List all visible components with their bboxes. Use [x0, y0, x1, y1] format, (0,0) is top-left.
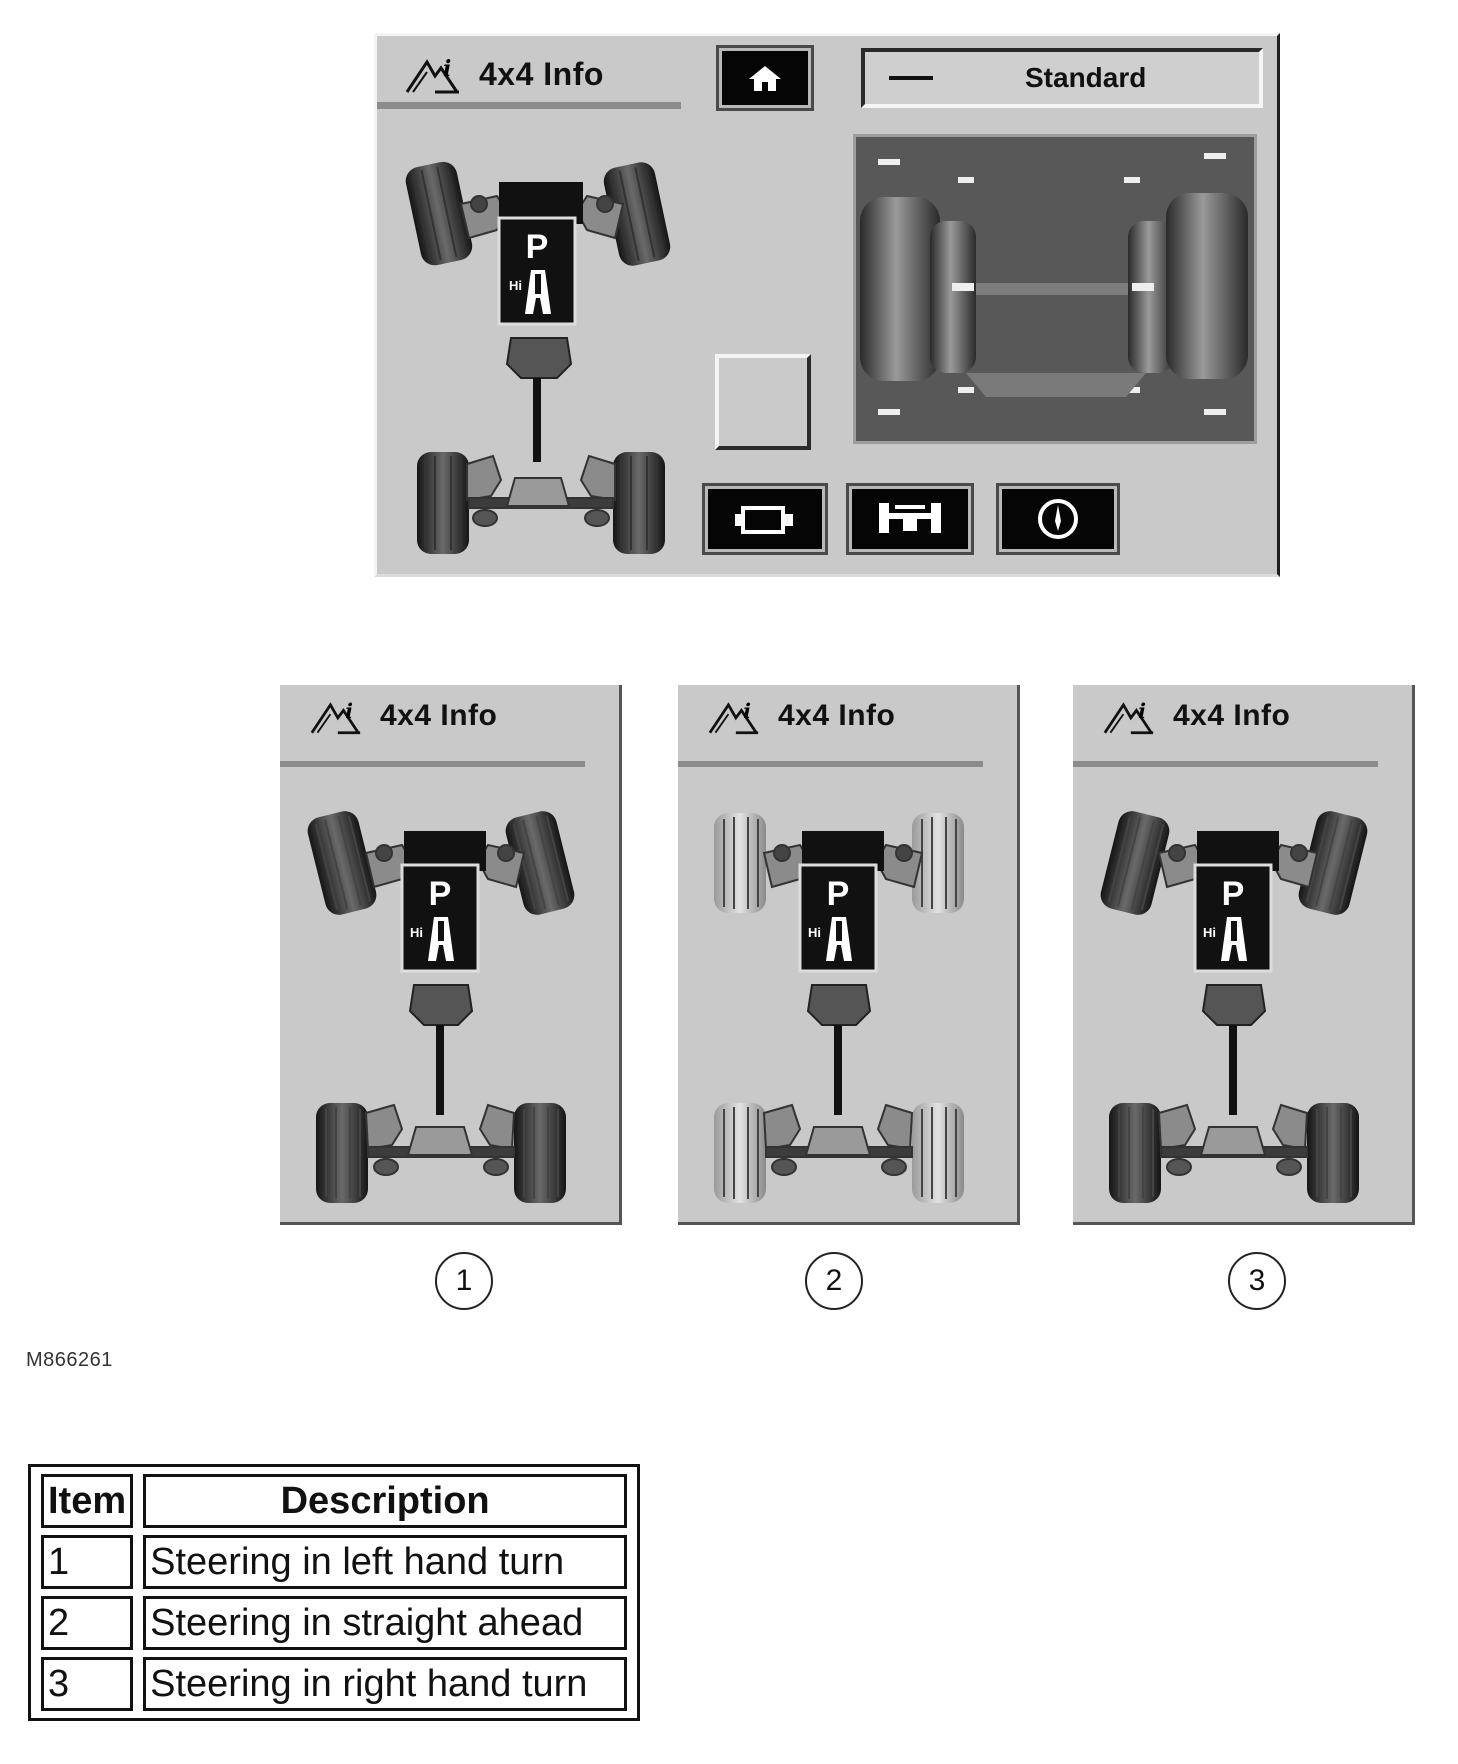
- terrain-mode-selector[interactable]: [861, 48, 1263, 108]
- svg-text:i: i: [443, 56, 452, 82]
- terrain-info-icon: [708, 697, 760, 735]
- status-box: [715, 354, 811, 450]
- engine-button[interactable]: [705, 486, 825, 552]
- svg-text:i: i: [743, 698, 752, 723]
- rear-left-wheel: [714, 1103, 766, 1203]
- propshaft: [436, 1025, 444, 1115]
- drivetrain-diagram: [698, 793, 988, 1218]
- drive-mode-display: [499, 218, 575, 324]
- rear-left-wheel: [316, 1103, 368, 1203]
- compass-icon: [1036, 497, 1080, 541]
- table-row: [41, 1596, 627, 1650]
- articulation-graphic: [856, 137, 1254, 441]
- rear-left-wheel: [417, 452, 469, 554]
- drivetrain-diagram: [300, 793, 590, 1218]
- column-header-item: Item: [41, 1474, 133, 1528]
- header-divider: [280, 761, 585, 767]
- description-cell: Steering in right hand turn: [143, 1657, 627, 1711]
- wheel-articulation-view: [853, 134, 1257, 444]
- rear-axle: [764, 1105, 912, 1175]
- gear-indicator: P: [826, 875, 850, 913]
- terrain-info-panel-1: [280, 685, 622, 1225]
- drive-mode-display: [402, 865, 478, 971]
- gear-indicator: P: [1221, 875, 1245, 913]
- table-row: [41, 1657, 627, 1711]
- callout-1: 1: [435, 1252, 493, 1310]
- terrain-info-screen: [374, 33, 1280, 577]
- rear-axle: [467, 456, 615, 526]
- range-indicator: Hi: [808, 925, 821, 940]
- panel-title: 4x4 Info: [380, 699, 498, 732]
- engine-icon: [733, 502, 797, 536]
- terrain-mode-label: Standard: [1025, 62, 1147, 93]
- drive-mode-display: [800, 865, 876, 971]
- callout-2: 2: [805, 1252, 863, 1310]
- panel-header: [1103, 697, 1290, 735]
- drivetrain-diagram: [1093, 793, 1383, 1218]
- rear-right-wheel: [912, 1103, 964, 1203]
- propshaft: [834, 1025, 842, 1115]
- transfer-case: [808, 985, 870, 1025]
- range-indicator: Hi: [509, 278, 522, 293]
- header-divider: [1073, 761, 1378, 767]
- description-cell: Steering in straight ahead: [143, 1596, 627, 1650]
- screen-header: [405, 54, 604, 94]
- svg-text:i: i: [1138, 698, 1147, 723]
- right-outer-tyre: [1166, 193, 1248, 379]
- drivetrain-icon: [875, 497, 945, 541]
- home-icon: [745, 63, 785, 93]
- rear-right-wheel: [1307, 1103, 1359, 1203]
- terrain-info-icon: [1103, 697, 1155, 735]
- left-outer-tyre: [860, 197, 940, 381]
- legend-table: [28, 1464, 640, 1721]
- table-row: [41, 1535, 627, 1589]
- range-indicator: Hi: [1203, 925, 1216, 940]
- terrain-info-icon: [405, 54, 461, 94]
- transfer-case: [507, 338, 571, 378]
- propshaft: [533, 378, 541, 462]
- compass-button[interactable]: [999, 486, 1117, 552]
- rear-left-wheel: [1109, 1103, 1161, 1203]
- home-button[interactable]: [719, 48, 811, 108]
- description-cell: Steering in left hand turn: [143, 1535, 627, 1589]
- item-cell: 2: [41, 1596, 133, 1650]
- panel-header: [708, 697, 895, 735]
- drivetrain-diagram: [397, 134, 687, 562]
- table-header-row: [41, 1474, 627, 1528]
- screen-title: 4x4 Info: [479, 55, 604, 92]
- mode-dash-indicator: [889, 76, 933, 80]
- panel-header: [310, 697, 497, 735]
- figure-id: M866261: [26, 1349, 113, 1371]
- panel-title: 4x4 Info: [1173, 699, 1291, 732]
- transfer-case: [410, 985, 472, 1025]
- range-indicator: Hi: [410, 925, 423, 940]
- drive-mode-display: [1195, 865, 1271, 971]
- column-header-description: Description: [143, 1474, 627, 1528]
- callout-3: 3: [1228, 1252, 1286, 1310]
- item-cell: 3: [41, 1657, 133, 1711]
- left-inner-tyre: [930, 221, 976, 373]
- panel-title: 4x4 Info: [778, 699, 896, 732]
- terrain-info-panel-3: [1073, 685, 1415, 1225]
- gear-indicator: P: [428, 875, 452, 913]
- propshaft: [1229, 1025, 1237, 1115]
- terrain-info-panel-2: [678, 685, 1020, 1225]
- rear-axle: [366, 1105, 514, 1175]
- svg-text:i: i: [345, 698, 354, 723]
- gear-indicator: P: [525, 228, 549, 266]
- terrain-info-icon: [310, 697, 362, 735]
- drivetrain-button[interactable]: [849, 486, 971, 552]
- header-divider: [377, 102, 681, 109]
- rear-right-wheel: [613, 452, 665, 554]
- rear-axle: [1159, 1105, 1307, 1175]
- transfer-case: [1203, 985, 1265, 1025]
- header-divider: [678, 761, 983, 767]
- rear-right-wheel: [514, 1103, 566, 1203]
- item-cell: 1: [41, 1535, 133, 1589]
- front-left-wheel: [714, 813, 766, 913]
